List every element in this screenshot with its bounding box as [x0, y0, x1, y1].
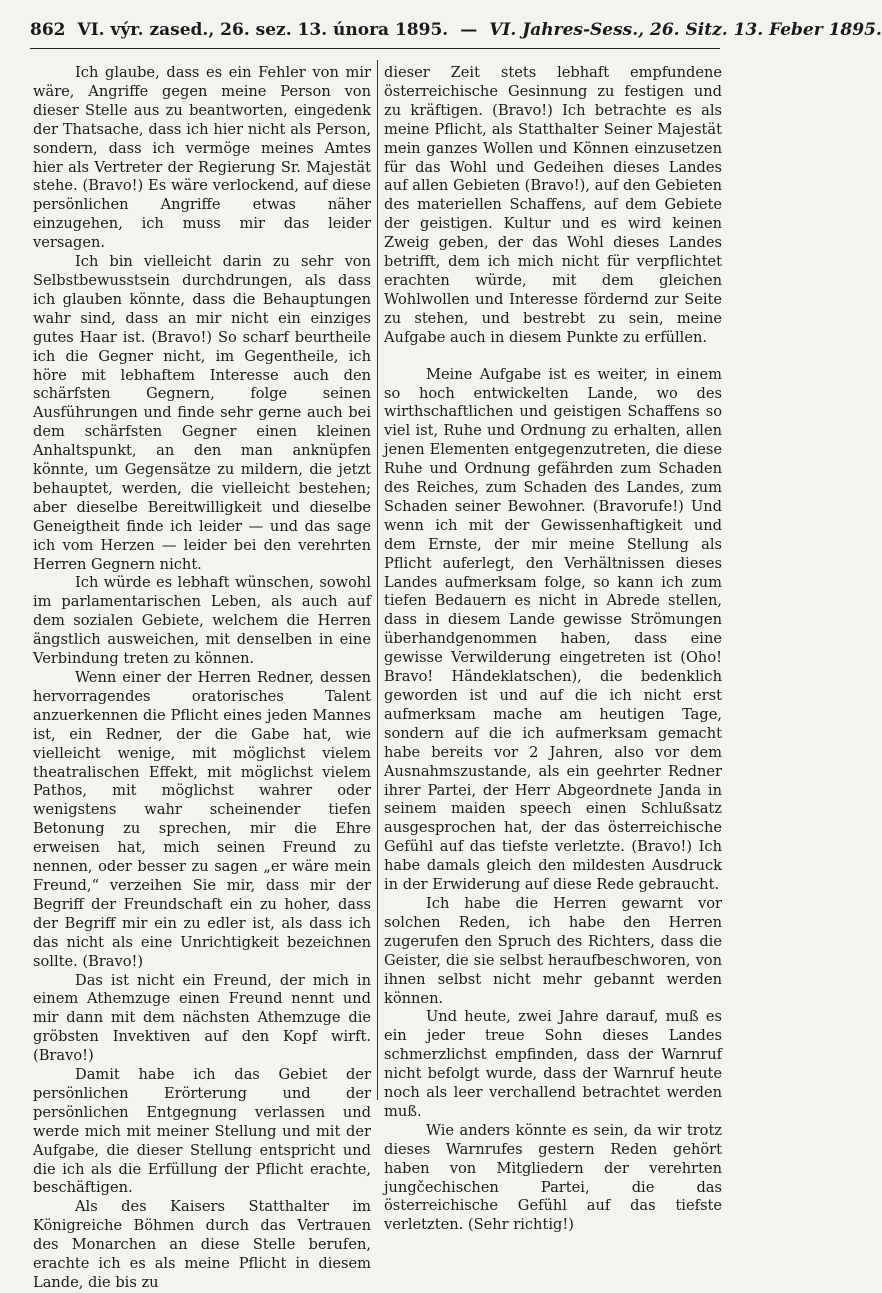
paragraph: Meine Aufgabe ist es weiter, in einem so hoch entwickelten Lande, wo des wirthschaftlichen und geistigen Schaffens so viel ist, Ruhe und Ordnung zu erhalten, allen jenen Elementen entgegenzutreten, die diese Ruhe und Ordnung gefährden zum Schaden des Reiches, zum Schaden des Landes, zum Schaden seiner Bewohner. (Bravorufe!) Und wenn ich mit der Gewissenhaftigkeit und dem Ernste, der mir meine Stellung als Pflicht auferlegt, den Verhältnissen dieses Landes aufmerksam folge, so kann ich zum tiefen Bedauern es nicht in Abrede stellen, dass in diesem Lande gewisse Strömungen überhandgenommen haben, dass eine gewisse Verwilderung eingetreten ist (Oho! Bravo! Händeklatschen), die bedenklich geworden ist und auf die ich nicht erst aufmerksam mache am heutigen Tage, sondern auf die ich aufmerksam gemacht habe bereits vor 2 Jahren, also vor dem Ausnahmszustande, als ein geehrter Redner ihrer Partei, der Herr Abgeordnete Janda in seinem maiden speech einen Schlußsatz ausgesprochen hat, der das österreichische Gefühl auf das tiefste verletzte. (Bravo!) Ich habe damals gleich den mildesten Ausdruck in der Erwiderung auf diese Rede gebraucht. — [384, 365, 722, 894]
running-header — [30, 20, 882, 46]
paragraph: Ich bin vielleicht darin zu sehr von Selbstbewusstsein durchdrungen, als dass ich glauben könnte, dass die Behauptungen wahr sind, dass an mir nicht ein einziges gutes Haar ist. (Bravo!) So scharf beurtheile ich die Gegner nicht, im Gegentheile, ich höre mit lebhaftem Interesse auch den schärfsten Gegnern, folge seinen Ausführungen und finde sehr gerne auch bei dem schärfsten Gegner einen kleinen Anhaltspunkt, an den man anknüpfen könnte, um Gegensätze zu mildern, die jetzt behauptet, werden, die vielleicht bestehen; aber dieselbe Bereitwilligkeit und dieselbe Geneigtheit finde ich leider — und das sage ich vom Herzen — leider bei den verehrten Herren Gegnern nicht. — [33, 253, 371, 573]
header-separator: — — [460, 20, 478, 40]
paragraph: Und heute, zwei Jahre darauf, muß es ein jeder treue Sohn dieses Landes schmerzlichst empfinden, dass der Warnruf nicht befolgt wurde, dass der Warnruf heute noch als leer verchallend betrachtet werden muß. — [384, 1008, 722, 1120]
paragraph: Damit habe ich das Gebiet der persönlichen Erörterung und der persönlichen Entgegnung verlassen und werde mich mit meiner Stellung und mit der Aufgabe, die dieser Stellung entspricht und die ich als die Erfüllung der Pflicht erachte, beschäftigen. — [33, 1066, 371, 1197]
right-column — [384, 64, 722, 1234]
paragraph: Wie anders könnte es sein, da wir trotz dieses Warnrufes gestern Reden gehört haben von Mitgliedern der verehrten jungčechischen Partei, die das österreichische Gefühl auf das tiefste verletzten. (Sehr richtig!) — [384, 1121, 722, 1234]
paragraph: Das ist nicht ein Freund, der mich in einem Athemzuge einen Freund nennt und mir dann mit dem nächsten Athemzuge die gröbsten Invektiven auf den Kopf wirft. (Bravo!) — [33, 971, 371, 1065]
header-german-title: VI. Jahres-Sess., 26. Sitz. 13. Feber 1895. — [489, 20, 882, 40]
column-divider — [377, 60, 378, 1100]
paragraph: Wenn einer der Herren Redner, dessen hervorragendes oratorisches Talent anzuerkennen die Pflicht eines jeden Mannes ist, ein Redner, der die Gabe hat, wie vielleicht wenige, mit möglichst vielem theatralischen Effekt, mit möglichst vielem Pathos, mit möglichst wahrer oder wenigstens wahr scheinender tiefen Betonung zu sprechen, mir die Ehre erweisen hat, mich seinen Freund zu nennen, oder besser zu sagen „er wäre mein Freund,“ verzeihen Sie mir, dass mir der Begriff der Freundschaft ein zu hoher, dass der Begriff mir ein zu edler ist, als dass ich das nicht als eine Unrichtigkeit bezeichnen sollte. (Bravo!) — [33, 669, 371, 970]
header-rule — [30, 48, 720, 49]
left-column — [33, 64, 371, 1291]
paragraph: Als des Kaisers Statthalter im Königreiche Böhmen durch das Vertrauen des Monarchen an diese Stelle berufen, erachte ich es als meine Pflicht in diesem Lande, die bis zu — [33, 1198, 371, 1291]
paragraph: Ich würde es lebhaft wünschen, sowohl im parlamentarischen Leben, als auch auf dem sozialen Gebiete, welchem die Herren ängstlich ausweichen, mit denselben in eine Verbindung treten zu können. — [33, 574, 371, 668]
paragraph: dieser Zeit stets lebhaft empfundene österreichische Gesinnung zu festigen und zu kräftigen. (Bravo!) Ich betrachte es als meine Pflicht, als Statthalter Seiner Majestät mein ganzes Wollen und Können einzusetzen für das Wohl und Gedeihen dieses Landes auf allen Gebieten (Bravo!), auf den Gebieten des materiellen Schaffens, auf dem Gebiete der geistigen. Kultur und es wird keinen Zweig geben, der das Wohl dieses Landes betrifft, dem ich mich nicht für verpflichtet erachten würde, mit dem gleichen Wohlwollen und Interesse fördernd zur Seite zu stehen, und bestrebt zu sein, meine Aufgabe auch in diesem Punkte zu erfüllen. — [384, 64, 722, 346]
paragraph: Ich glaube, dass es ein Fehler von mir wäre, Angriffe gegen meine Person von dieser Stelle aus zu beantworten, eingedenk der Thatsache, dass ich hier nicht als Person, sondern, dass ich vermöge meines Amtes hier als Vertreter der Regierung Sr. Majestät stehe. (Bravo!) Es wäre verlockend, auf diese persönlichen Angriffe etwas näher einzugehen, ich muss mir das leider versagen. — [33, 64, 371, 252]
paragraph: Ich habe die Herren gewarnt vor solchen Reden, ich habe den Herren zugerufen den Spruch des Richters, dass die Geister, die sie selbst heraufbeschworen, von ihnen selbst nicht mehr gebannt werden können. — [384, 894, 722, 1007]
page-number: 862 — [30, 20, 66, 40]
header-czech-title: VI. výr. zased., 26. sez. 13. února 1895. — [77, 20, 449, 40]
